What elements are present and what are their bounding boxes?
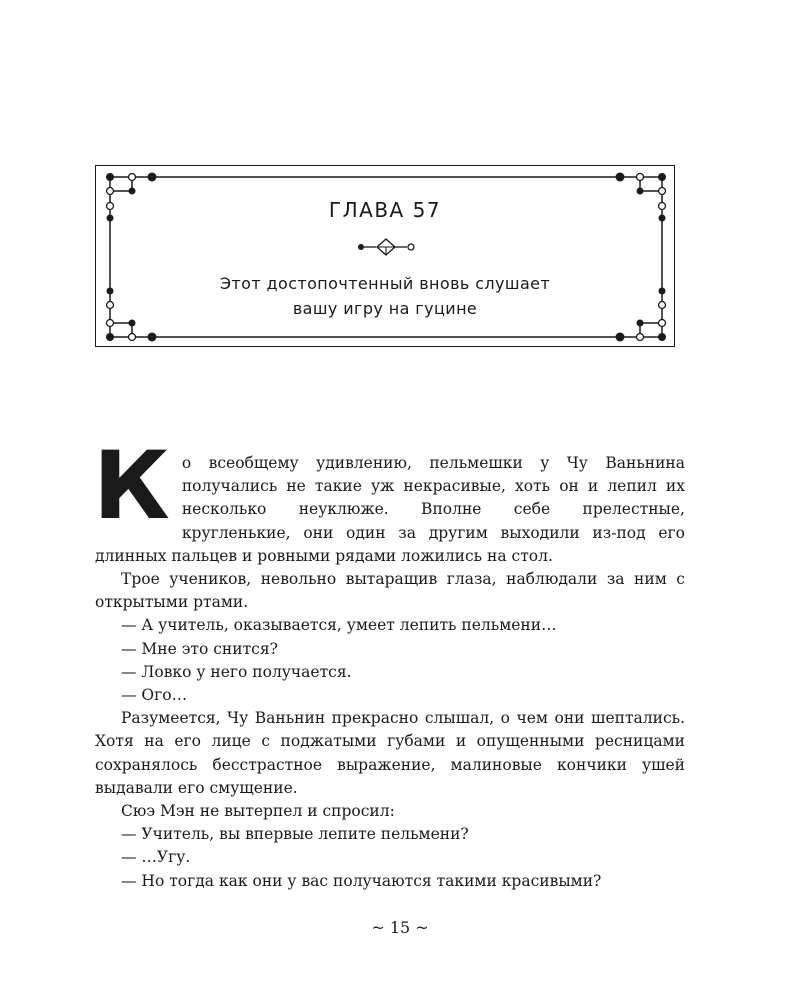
drop-cap: К: [93, 432, 170, 541]
paragraph: Сюэ Мэн не вытерпел и спросил:: [121, 802, 395, 821]
paragraph: Разумеется, Чу Ваньнин прекрасно слышал, о чем они шептались. Хотя на его лице с поджатыми губами и опущенными ресницами сохранялось бесстрастное выражение, малиновые кончики ушей выдавали его смущение.: [95, 709, 685, 797]
dialogue-line: — Ого…: [121, 686, 188, 705]
paragraph: Трое учеников, невольно вытаращив глаза, наблюдали за ним с открытыми ртами.: [95, 570, 685, 612]
dialogue-line: — А учитель, оказывается, умеет лепить пельмени…: [121, 616, 557, 635]
paragraph: [93, 432, 685, 568]
diamond-divider-icon: [351, 238, 421, 256]
chapter-subtitle-line-1: Этот достопочтенный вновь слушает: [219, 274, 551, 293]
chapter-title: ГЛАВА 57: [328, 198, 442, 222]
dialogue-line: — Учитель, вы впервые лепите пельмени?: [121, 825, 469, 844]
paragraph-text: о всеобщему удивлению, пельмешки у Чу Ваньнина получались не такие уж некрасивые, хоть он и лепил их несколько неуклюже. Вполне себе прелестные, кругленькие, они один за другим выходили из-под его длинных пальцев и ровными рядами ложились на стол.: [95, 454, 685, 565]
dialogue-line: — Мне это снится?: [121, 639, 278, 658]
chapter-header-frame: [95, 165, 675, 347]
body-text: [93, 432, 685, 893]
dialogue-line: — Но тогда как они у вас получаются такими красивыми?: [121, 871, 602, 890]
page-number: ~ 15 ~: [371, 918, 429, 937]
chapter-subtitle: [136, 271, 634, 321]
dialogue-line: — Ловко у него получается.: [121, 662, 352, 681]
dialogue-line: — …Угу.: [121, 848, 191, 867]
chapter-subtitle-line-2: вашу игру на гуцине: [292, 299, 478, 318]
